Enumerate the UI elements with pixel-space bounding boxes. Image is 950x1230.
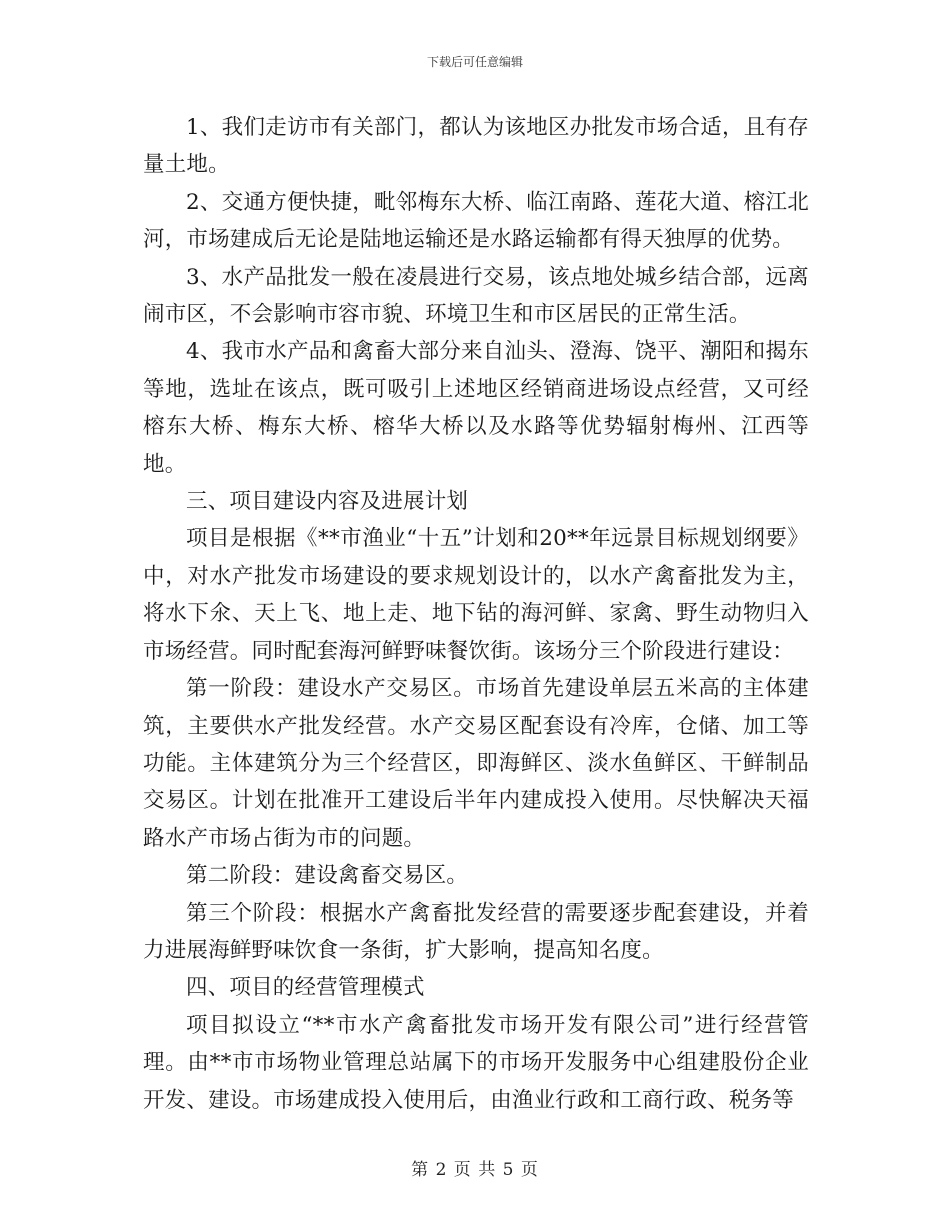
paragraph-reason-1: 1、我们走访市有关部门，都认为该地区办批发市场合适，且有存量土地。 — [143, 115, 809, 178]
page-number-footer: 第 2 页 共 5 页 — [411, 1160, 539, 1180]
paragraph-reason-2: 2、交通方便快捷，毗邻梅东大桥、临江南路、莲花大道、榕江北河，市场建成后无论是陆地运输还是水路运输都有得天独厚的优势。 — [143, 189, 809, 253]
paragraph-reason-3: 3、水产品批发一般在凌晨进行交易，该点地处城乡结合部，远离闹市区，不会影响市容市貌、环境卫生和市区居民的正常生活。 — [143, 264, 809, 328]
paragraph-phase-3: 第三个阶段：根据水产禽畜批发经营的需要逐步配套建设，并着力进展海鲜野味饮食一条街，扩大影响，提高知名度。 — [143, 900, 809, 963]
paragraph-phase-2: 第二阶段：建设禽畜交易区。 — [186, 863, 469, 889]
document-body — [143, 109, 809, 1119]
paragraph-project-basis: 项目是根据《**市渔业“十五”计划和20**年远景目标规划纲要》中，对水产批发市场建设的要求规划设计的，以水产禽畜批发为主，将水下氽、天上飞、地上走、地下钻的海河鲜、家禽、野生动物归入市场经营。同时配套海河鲜野味餐饮街。该场分三个阶段进行建设： — [143, 526, 809, 664]
paragraph-management: 项目拟设立“**市水产禽畜批发市场开发有限公司”进行经营管理。由**市市场物业管理总站属下的市场开发服务中心组建股份企业开发、建设。市场建成投入使用后，由渔业行政和工商行政、税务等 — [143, 1012, 809, 1113]
section-heading-4: 四、项目的经营管理模式 — [186, 975, 425, 1001]
paragraph-phase-1: 第一阶段：建设水产交易区。市场首先建设单层五米高的主体建筑，主要供水产批发经营。水产交易区配套设有冷库，仓储、加工等功能。主体建筑分为三个经营区，即海鲜区、淡水鱼鲜区、干鲜制品交易区。计划在批准开工建设后半年内建成投入使用。尽快解决天福路水产市场占街为市的问题。 — [143, 676, 809, 851]
page-header: 下载后可任意编辑 — [426, 55, 523, 69]
section-heading-3: 三、项目建设内容及进展计划 — [186, 489, 469, 515]
paragraph-reason-4: 4、我市水产品和禽畜大部分来自汕头、澄海、饶平、潮阳和揭东等地，选址在该点，既可吸引上述地区经销商进场设点经营，又可经榕东大桥、梅东大桥、榕华大桥以及水路等优势辐射梅州、江西等地。 — [143, 339, 809, 477]
